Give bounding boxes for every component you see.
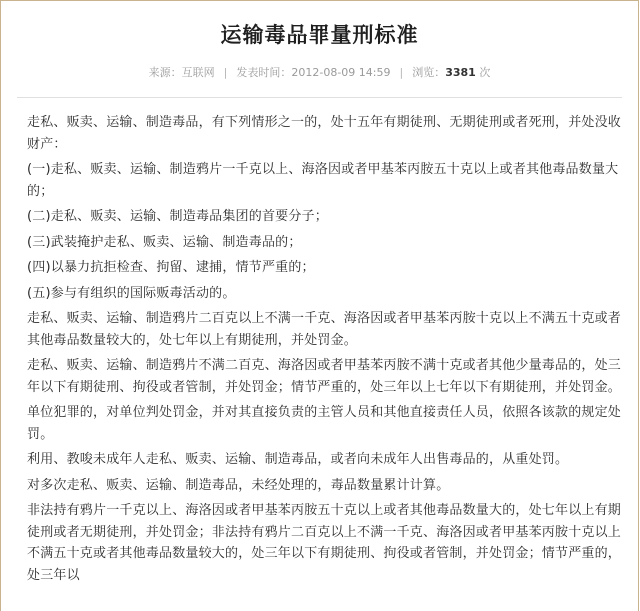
- meta-separator: |: [223, 66, 228, 79]
- page-title: 运输毒品罪量刑标准: [220, 23, 419, 47]
- publish-time: 发表时间：2012-08-09 14:59: [236, 66, 391, 79]
- paragraph: 走私、贩卖、运输、制造毒品，有下列情形之一的，处十五年有期徒刑、无期徒刑或者死刑，并处没收财产：: [27, 115, 622, 152]
- paragraph: 走私、贩卖、运输、制造鸦片二百克以上不满一千克、海洛因或者甲基苯丙胺十克以上不满五十克或者其他毒品数量较大的，处七年以上有期徒刑，并处罚金。: [27, 311, 622, 348]
- paragraph: (四)以暴力抗拒检查、拘留、逮捕，情节严重的；: [27, 260, 315, 275]
- paragraph: (三)武装掩护走私、贩卖、运输、制造毒品的；: [27, 234, 302, 250]
- paragraph: 单位犯罪的，对单位判处罚金，并对其直接负责的主管人员和其他直接责任人员，依照各该款的规定处罚。: [27, 405, 622, 442]
- paragraph: 非法持有鸦片一千克以上、海洛因或者甲基苯丙胺五十克以上或者其他毒品数量大的，处七年以上有期徒刑或者无期徒刑，并处罚金；非法持有鸦片二百克以上不满一千克、海洛因或者甲基苯丙胺十克以上不满五十克或者其他毒品数量较大的，处三年以下有期徒刑、拘役或者管制，并处罚金；情节严重的，处三年以: [27, 503, 622, 583]
- paragraph: 利用、教唆未成年人走私、贩卖、运输、制造毒品，或者向未成年人出售毒品的，从重处罚。: [27, 452, 569, 467]
- views-label: 浏览：: [412, 66, 446, 79]
- paragraph: 对多次走私、贩卖、运输、制造毒品，未经处理的，毒品数量累计计算。: [27, 477, 450, 493]
- source-label: 来源：互联网: [148, 66, 215, 79]
- article-meta: [1, 65, 638, 81]
- paragraph: (五)参与有组织的国际贩毒活动的。: [27, 285, 236, 301]
- views-count: 3381: [445, 66, 476, 79]
- paragraph: (一)走私、贩卖、运输、制造鸦片一千克以上、海洛因或者甲基苯丙胺五十克以上或者其他毒品数量大的；: [27, 162, 619, 199]
- article-body: [1, 98, 638, 586]
- paragraph: (二)走私、贩卖、运输、制造毒品集团的首要分子；: [27, 209, 328, 224]
- meta-separator: |: [399, 66, 404, 79]
- views-unit: 次: [479, 66, 491, 79]
- paragraph: 走私、贩卖、运输、制造鸦片不满二百克、海洛因或者甲基苯丙胺不满十克或者其他少量毒品的，处三年以下有期徒刑、拘役或者管制，并处罚金；情节严重的，处三年以上七年以下有期徒刑，并处罚金。: [27, 358, 622, 395]
